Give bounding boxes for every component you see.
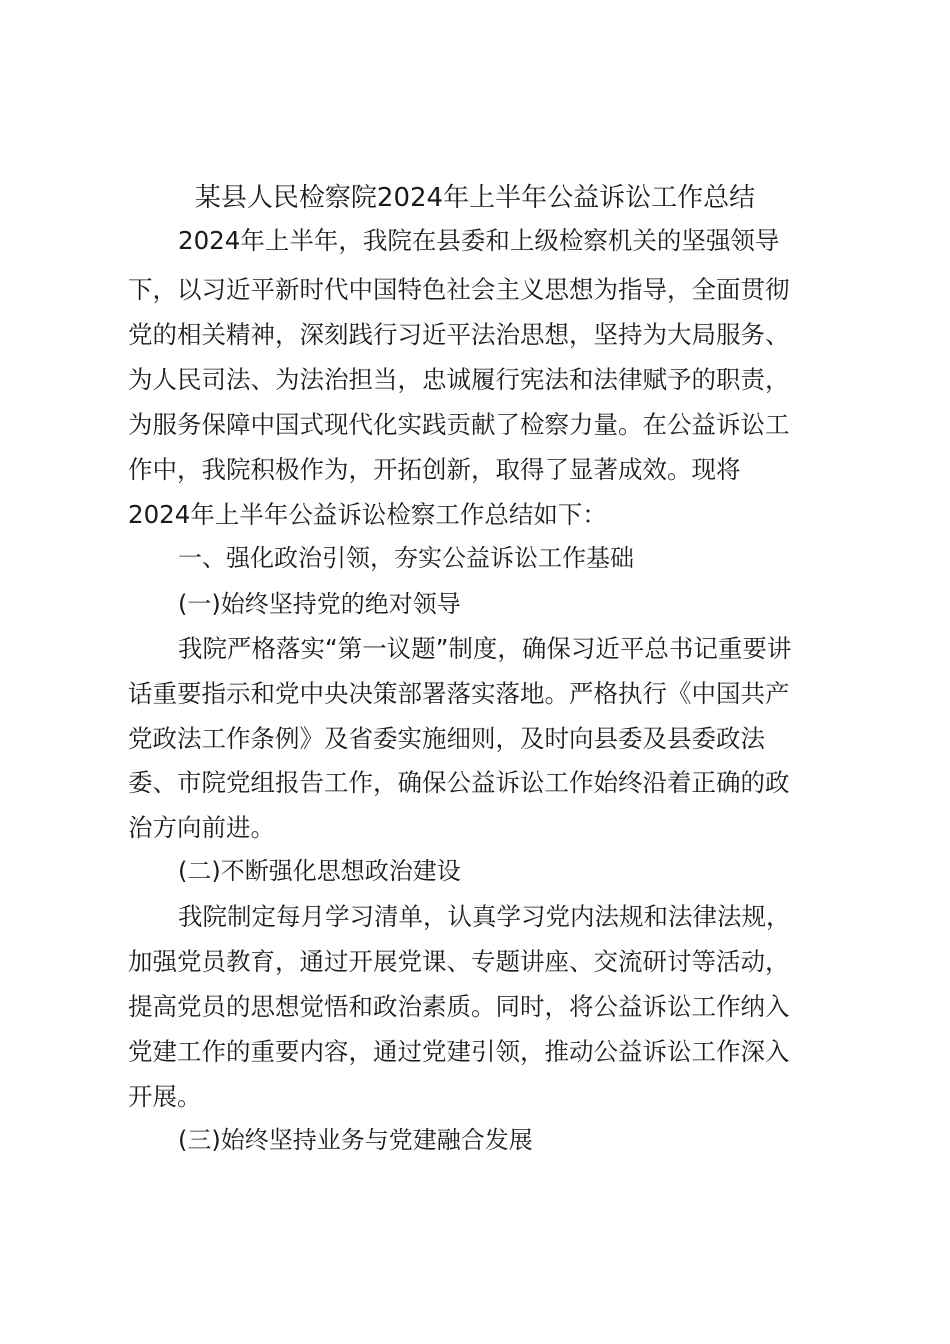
section-1-heading: 一、强化政治引领，夯实公益诉讼工作基础 — [178, 544, 634, 572]
sub1-line-3: 党政法工作条例》及省委实施细则，及时向县委及县委政法 — [128, 724, 765, 753]
sub2-line-2: 加强党员教育，通过开展党课、专题讲座、交流研讨等活动， — [128, 947, 790, 976]
sub2-line-3: 提高党员的思想觉悟和政治素质。同时，将公益诉讼工作纳入 — [128, 992, 790, 1021]
intro-line-5: 为服务保障中国式现代化实践贡献了检察力量。在公益诉讼工 — [128, 410, 790, 439]
subsection-2-heading: (二)不断强化思想政治建设 — [178, 857, 461, 885]
intro-line-6: 作中，我院积极作为，开拓创新，取得了显著成效。现将 — [128, 455, 741, 484]
sub1-line-5: 治方向前进。 — [128, 813, 275, 842]
sub2-line-4: 党建工作的重要内容，通过党建引领，推动公益诉讼工作深入 — [128, 1037, 790, 1066]
sub1-line-1: 我院严格落实“第一议题”制度，确保习近平总书记重要讲 — [178, 634, 792, 663]
intro-line-7: 2024年上半年公益诉讼检察工作总结如下： — [128, 500, 607, 529]
sub1-line-2: 话重要指示和党中央决策部署落实落地。严格执行《中国共产 — [128, 679, 790, 708]
document-title: 某县人民检察院2024年上半年公益诉讼工作总结 — [194, 183, 756, 213]
subsection-1-heading: (一)始终坚持党的绝对领导 — [178, 590, 461, 618]
sub2-line-1: 我院制定每月学习清单，认真学习党内法规和法律法规， — [178, 902, 791, 931]
intro-line-4: 为人民司法、为法治担当，忠诚履行宪法和法律赋予的职责， — [128, 365, 790, 394]
intro-line-3: 党的相关精神，深刻践行习近平法治思想，坚持为大局服务、 — [128, 320, 790, 349]
sub1-line-4: 委、市院党组报告工作，确保公益诉讼工作始终沿着正确的政 — [128, 768, 790, 797]
intro-line-1: 2024年上半年，我院在县委和上级检察机关的坚强领导 — [178, 226, 780, 255]
subsection-3-heading: (三)始终坚持业务与党建融合发展 — [178, 1126, 533, 1154]
sub2-line-5: 开展。 — [128, 1082, 202, 1111]
intro-line-2: 下，以习近平新时代中国特色社会主义思想为指导，全面贯彻 — [128, 275, 790, 304]
